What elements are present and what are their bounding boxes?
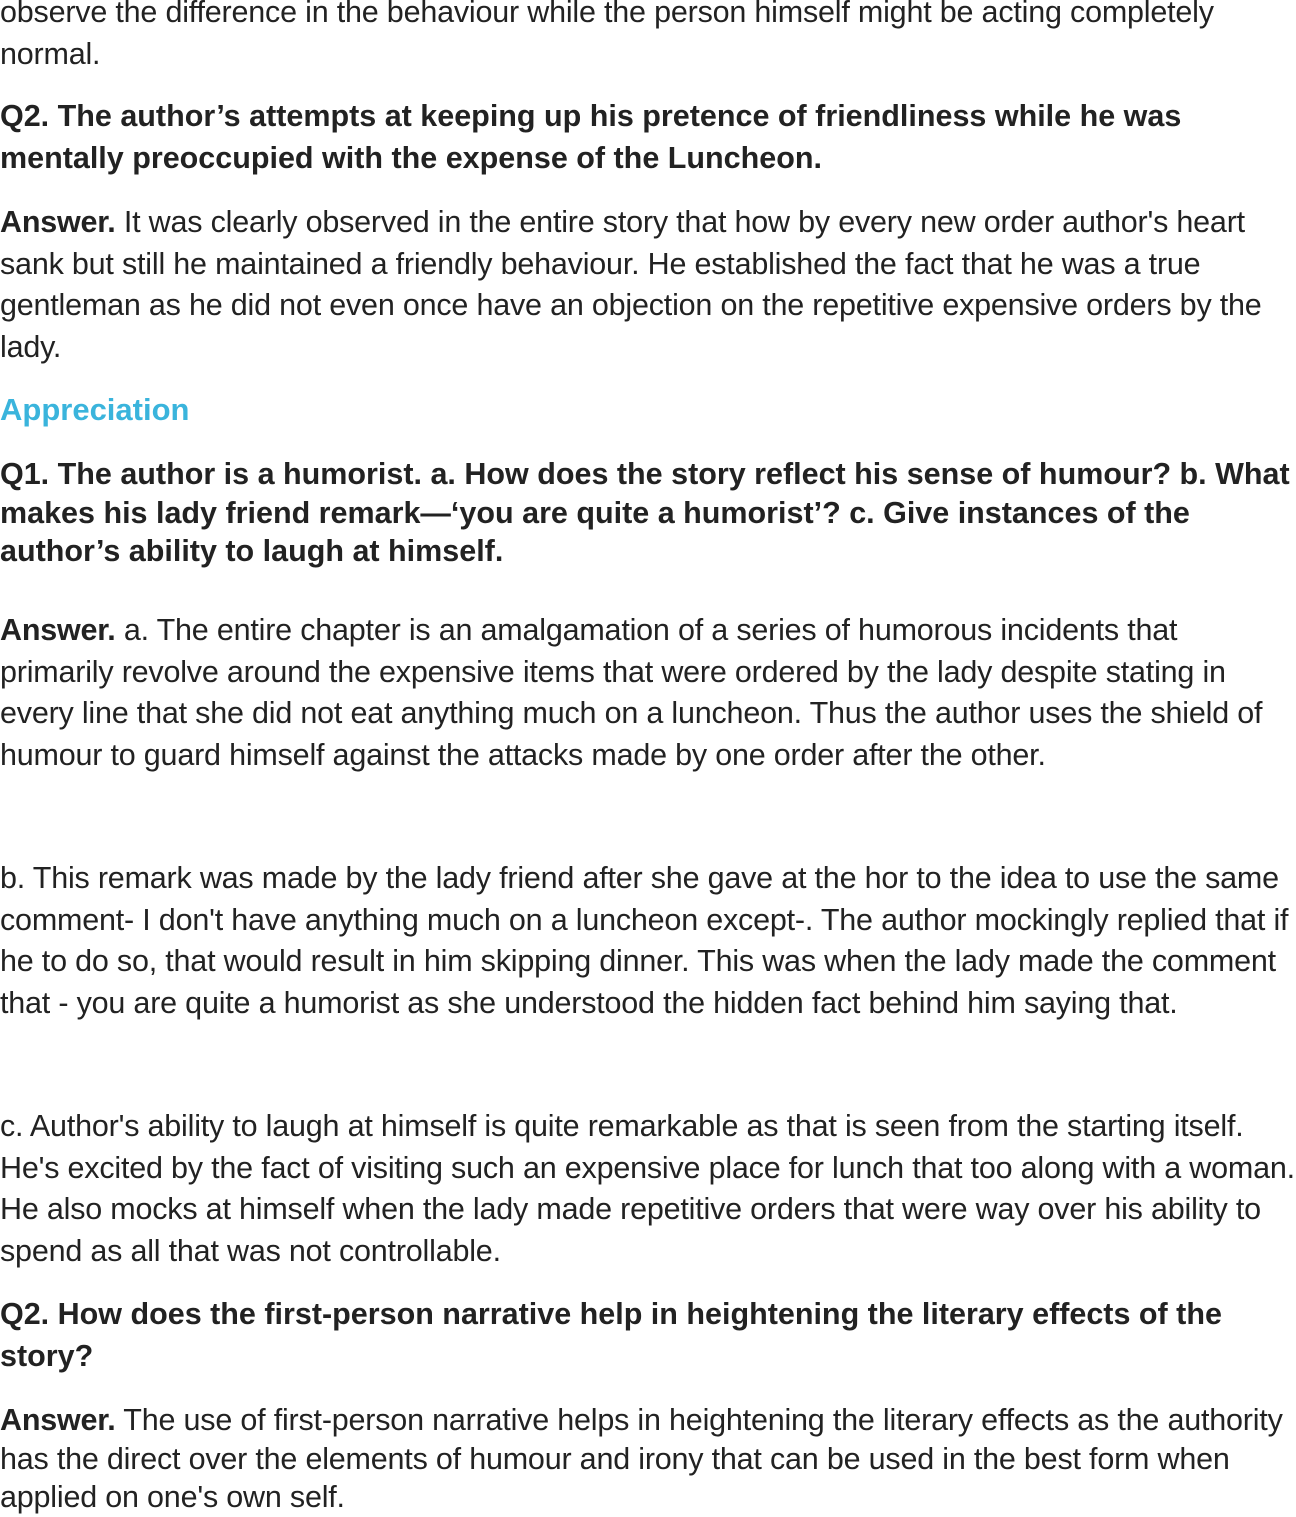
answer-text: It was clearly observed in the entire story that how by every new order author's heart sank but still he maintained a friendly behaviour. He established the fact that he was a true gentleman as he did not even once have an objection on the repetitive expensive orders by the lady. xyxy=(0,205,1262,364)
answer-q1-part-a xyxy=(0,610,1296,776)
intro-text: observe the difference in the behaviour while the person himself might be acting completely normal. xyxy=(0,0,1214,71)
answer-q1-part-c xyxy=(0,1106,1296,1272)
answer-text: The use of first-person narrative helps in heightening the literary effects as the authority has the direct over the elements of humour and irony that can be used in the best form when applied on one's own self. xyxy=(0,1403,1283,1514)
answer-text: c. Author's ability to laugh at himself is quite remarkable as that is seen from the starting itself. He's excited by the fact of visiting such an expensive place for lunch that too along with a woman. He also mocks at himself when the lady made repetitive orders that were way over his ability to spend as all that was not controllable. xyxy=(0,1109,1295,1268)
answer-q2-narrative xyxy=(0,1401,1296,1517)
intro-paragraph xyxy=(0,0,1296,75)
answer-label: Answer. xyxy=(0,205,116,239)
answer-q1-part-b xyxy=(0,858,1296,1024)
answer-text: b. This remark was made by the lady friend after she gave at the hor to the idea to use the same comment- I don't have anything much on a luncheon except-. The author mockingly replied that if he to do so, that would result in him skipping dinner. This was when the lady made the comment that - you are quite a humorist as she understood the hidden fact behind him saying that. xyxy=(0,861,1289,1020)
answer-label: Answer. xyxy=(0,613,116,647)
question-text: Q2. The author’s attempts at keeping up his pretence of friendliness while he was mentally preoccupied with the expense of the Luncheon. xyxy=(0,99,1182,175)
question-q1-humorist xyxy=(0,455,1296,571)
question-q2-friendliness xyxy=(0,96,1296,179)
answer-text: a. The entire chapter is an amalgamation of a series of humorous incidents that primarily revolve around the expensive items that were ordered by the lady despite stating in every line that she did not eat anything much on a luncheon. Thus the author uses the shield of humour to guard himself against the attacks made by one order after the other. xyxy=(0,613,1263,772)
answer-label: Answer. xyxy=(0,1403,116,1437)
section-heading-appreciation: Appreciation xyxy=(0,392,190,427)
question-q2-narrative xyxy=(0,1294,1296,1377)
question-text: Q2. How does the first-person narrative help in heightening the literary effects of the story? xyxy=(0,1297,1222,1373)
answer-q2-friendliness xyxy=(0,202,1296,368)
question-text: Q1. The author is a humorist. a. How does the story reflect his sense of humour? b. What makes his lady friend remark—‘you are quite a humorist’? c. Give instances of the author’s ability to laugh at himself. xyxy=(0,457,1290,568)
